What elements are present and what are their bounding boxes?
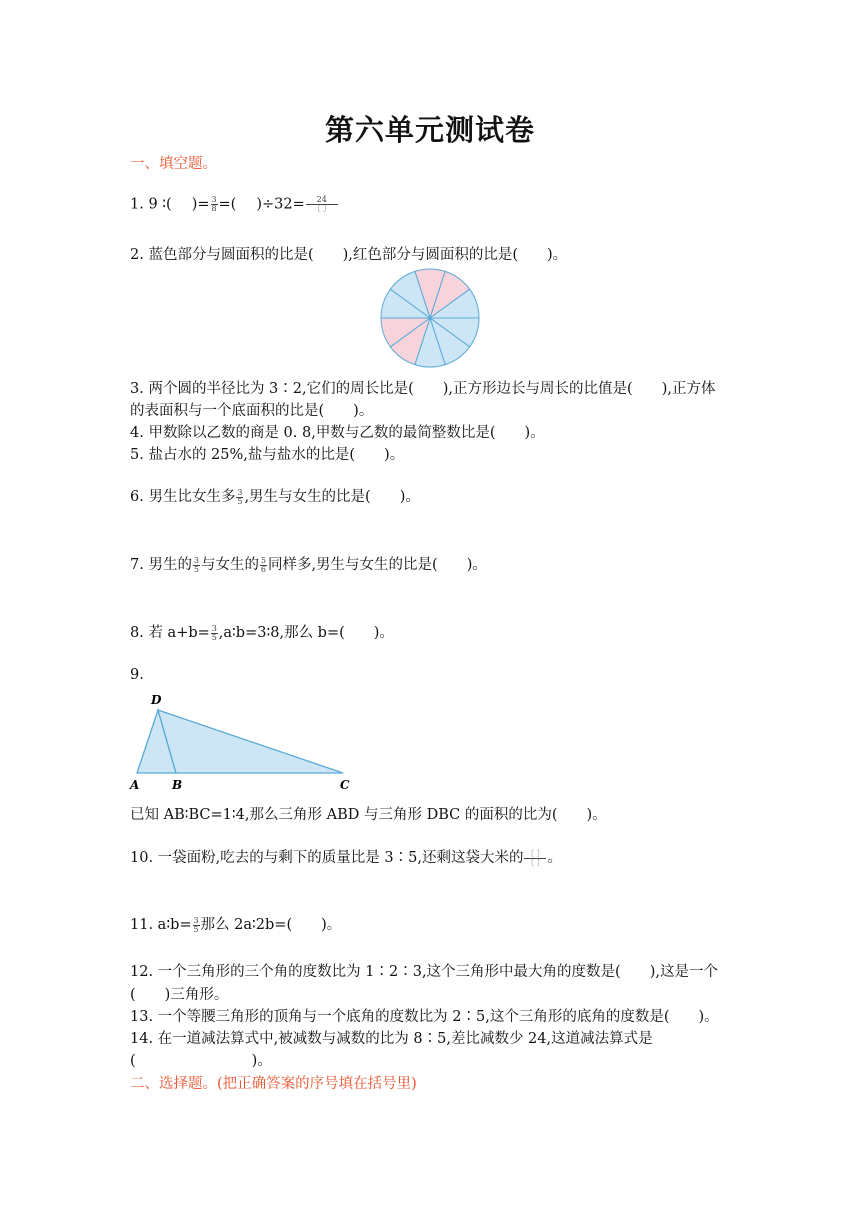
question-7: 7. 男生的 $\frac{3}{5}$ 与女生的 $\frac{5}{6}$ 同样多,男生与女生的比是( )。 [130, 555, 487, 574]
question-2: 2. 蓝色部分与圆面积的比是( ),红色部分与圆面积的比是( )。 [130, 247, 568, 263]
question-3-line-2: 的表面积与一个底面积的比是( )。 [130, 403, 374, 419]
question-9-number: 9. [130, 667, 144, 683]
q1-text-c: =( [218, 196, 237, 213]
pie-circle-figure [378, 266, 482, 370]
q1-text-b: )= [191, 196, 210, 213]
section-heading-fill: 一、填空题。 [130, 156, 217, 172]
q6-fraction: $\frac{3}{5}$ [237, 487, 243, 506]
section-heading-choice: 二、选择题。(把正确答案的序号填在括号里) [130, 1076, 417, 1092]
question-14-line-1: 14. 在一道减法算式中,被减数与减数的比为 8∶5,差比减数少 24,这道减法算式是 [130, 1031, 653, 1047]
q10-blank-fraction: $\frac{〔 〕}{〔 〕}$ [526, 848, 545, 867]
question-6: 6. 男生比女生多 $\frac{3}{5}$ ,男生与女生的比是( )。 [130, 487, 420, 506]
question-8: 8. 若 a+b= $\frac{3}{5}$ ,a∶b=3∶8,那么 b=( )。 [130, 623, 394, 642]
q1-text-a: 1. 9 ∶( [130, 196, 172, 213]
question-12-line-1: 12. 一个三角形的三个角的度数比为 1∶2∶3,这个三角形中最大角的度数是( ),这是一个 [130, 964, 718, 980]
q1-fraction-2: $\frac{24}{〔 〕}$ [306, 196, 338, 213]
question-5: 5. 盐占水的 25%,盐与盐水的比是( )。 [130, 447, 405, 463]
question-13: 13. 一个等腰三角形的顶角与一个底角的度数比为 2∶5,这个三角形的底角的度数是( )。 [130, 1009, 719, 1025]
page-title: 第六单元测试卷 [324, 113, 535, 147]
question-4: 4. 甲数除以乙数的商是 0. 8,甲数与乙数的最简整数比是( )。 [130, 425, 545, 441]
q1-fraction-1: $\frac{3}{8}$ [211, 195, 217, 213]
question-14-line-2: ( )。 [130, 1053, 272, 1069]
question-10: 10. 一袋面粉,吃去的与剩下的质量比是 3∶5,还剩这袋大米的 $\frac{〔 〕}{〔 〕}$ 。 [130, 848, 562, 867]
question-9-text: 已知 AB∶BC=1∶4,那么三角形 ABD 与三角形 DBC 的面积的比为( )。 [130, 807, 607, 823]
q8-fraction: $\frac{3}{5}$ [211, 623, 217, 642]
question-11: 11. a∶b= $\frac{3}{5}$ 那么 2a∶2b=( )。 [130, 915, 342, 934]
q1-text-d: )÷32= [256, 196, 305, 213]
vertex-label-d: D [151, 693, 162, 707]
vertex-label-b: B [172, 778, 183, 792]
question-3-line-1: 3. 两个圆的半径比为 3∶2,它们的周长比是( ),正方形边长与周长的比值是( ),正方体 [130, 381, 716, 397]
q7-fraction-2: $\frac{5}{6}$ [260, 555, 266, 574]
vertex-label-a: A [130, 778, 140, 792]
question-1 [130, 196, 339, 213]
triangle-figure [128, 690, 358, 794]
q11-fraction: $\frac{3}{5}$ [193, 915, 199, 934]
vertex-label-c: C [340, 778, 350, 792]
q7-fraction-1: $\frac{3}{5}$ [193, 555, 199, 574]
triangle-dbc [158, 710, 343, 773]
question-12-line-2: ( )三角形。 [130, 987, 229, 1003]
